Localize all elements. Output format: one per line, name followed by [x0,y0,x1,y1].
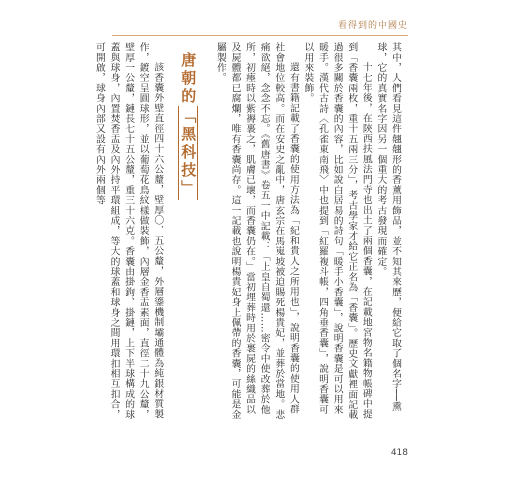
header-divider [112,35,408,36]
paragraph-3: 還有書籍記載了香囊的使用方法為「紀和貴人之所用也」，說明香囊的使用人群社會地位較高。而在安史之亂中，唐玄宗在馬嵬坡被迫賜死楊貴妃，並葬於當地。悲痛欲絕，念念不忘。《舊唐書》卷五一中記載：「上皇自蜀還……密令中使改葬於他所，初瘞時以紫褥裹之，肌膚已壞，而香囊仍在。」當初埋葬時用於裹屍的絲織品以及屍體都已腐爛，唯有香囊尚存。這一記載也說明楊貴妃身上佩帶的香囊，可能是金屬製作。 [214,42,299,420]
section-heading-highlight: 「黑科技」 [179,108,198,198]
paragraph-4: 該香囊外壁直徑四十六公釐，壁厚〇．五公釐，外層鎏機制壩通體為純銀材質製作，鍍空呈圓球形，並以葡萄花鳥紋樣做裝飾，內層金香盂素面，直徑二十九公釐，壁厚一公釐，鏈長七十五公釐，重三十六克。香囊由掛鉤、掛鏈，上下半球構成的球蓋與球身，內置焚香盂及內外持平環組成，等大的球蓋和球身之間用環扣相互扣合，可開啟，球身內部又設有內外兩個等 [93,42,164,420]
section-heading [170,42,206,420]
paragraph-2: 十七年後，在陝西扶風法門寺也出土了兩個香囊，在記載地宮物名籍物帳碑中提到「香囊兩枚，重十五兩三分」，考古學家才給它正名為「香囊」。歷史文獻裡面記載過很多關於香囊的內容，比如說白居易的詩句「暖手小香囊」，說明香囊是可以用來暖手。漢代古詩〈孔雀東南飛〉中也提到「紅羅複斗帳，四角垂香囊」，說明香囊可以用來裝飾。 [302,42,372,420]
main-text-column [93,42,402,420]
paragraph-1: 其中，人們看見這件翹翹形的香薰用飾品，並不知其來歷，便給它取了個名字──熏球，它的真實名字因另一個重大的考古發現而確定。 [375,42,401,412]
section-heading-prefix: 唐朝的 [179,52,198,106]
running-header: 看得到的中國史 [337,21,408,31]
page-number: 418 [390,448,408,458]
